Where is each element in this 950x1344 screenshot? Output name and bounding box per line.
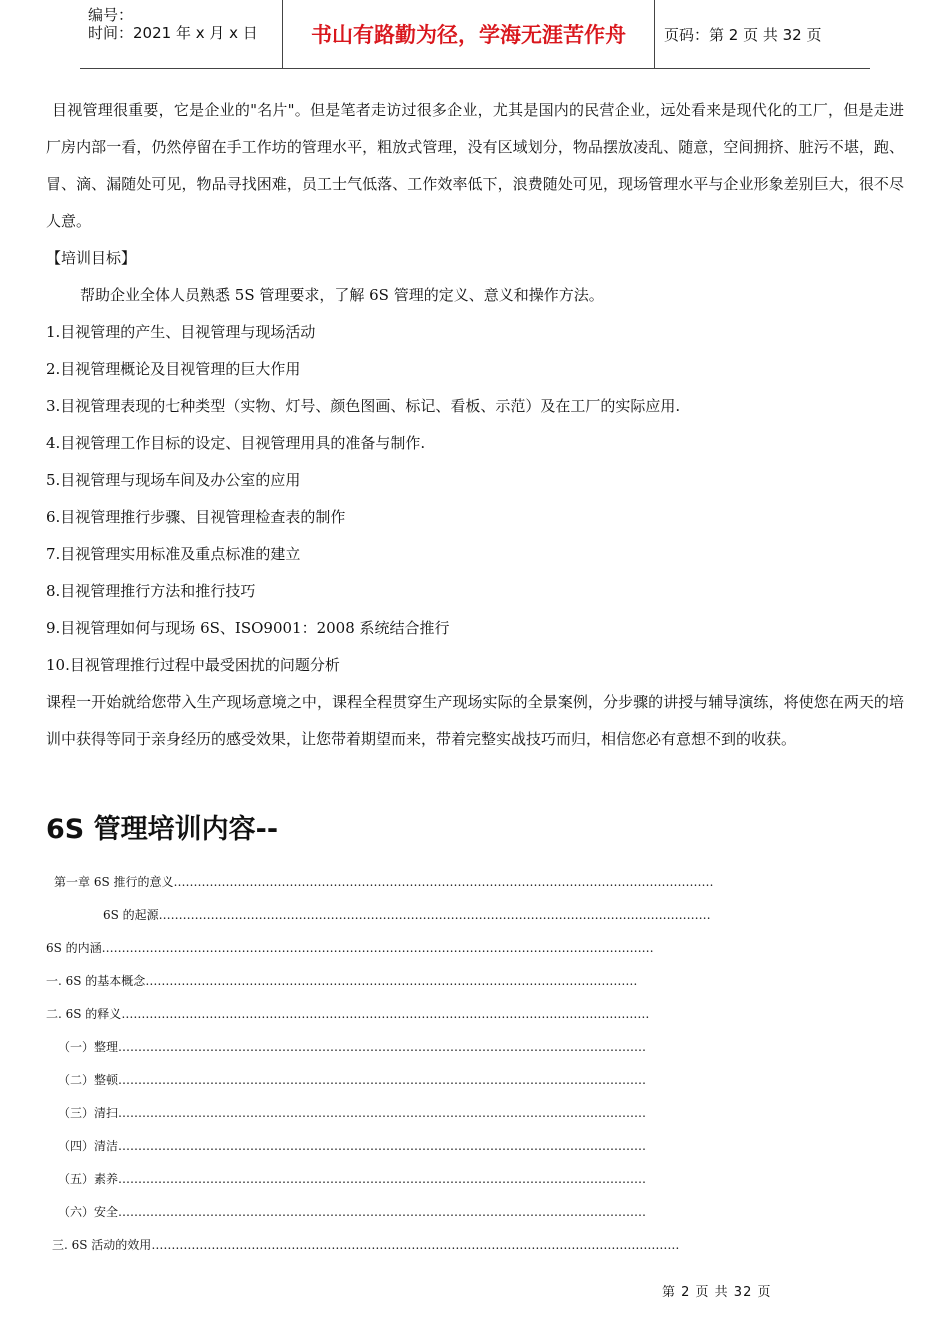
toc-entry — [46, 1006, 658, 1022]
toc-entry — [58, 1105, 655, 1121]
toc-entry — [54, 874, 722, 890]
toc-entry-text: （五）素养 — [58, 1172, 119, 1186]
toc-leader-dots: …………………………………………………………………………………………………………………… — [118, 1139, 647, 1153]
toc-entry — [58, 1138, 655, 1154]
header-page-number: 页码：第 2 页 共 32 页 — [664, 25, 822, 44]
toc-entry — [58, 1171, 655, 1187]
toc-entry — [46, 940, 664, 956]
list-item: 5.目视管理与现场车间及办公室的应用 — [46, 471, 301, 489]
toc-entry-text: （一）整理 — [58, 1040, 119, 1054]
toc-entry-text: 一. 6S 的基本概念 — [46, 974, 146, 988]
page-header — [80, 0, 870, 69]
main-content — [46, 92, 904, 758]
toc-entry-text: （四）清洁 — [58, 1139, 119, 1153]
intro-paragraph: 目视管理很重要，它是企业的"名片"。但是笔者走访过很多企业，尤其是国内的民营企业，远处看来是现代化的工厂，但是走进厂房内部一看，仍然停留在手工作坊的管理水平，粗放式管理，没有区域划分，物品摆放凌乱、随意，空间拥挤、脏污不堪，跑、冒、滴、漏随处可见，物品寻找困难，员工士气低落、工作效率低下，浪费随处可见，现场管理水平与企业形象差别巨大，很不尽人意。 — [46, 101, 904, 230]
list-item: 6.目视管理推行步骤、目视管理检查表的制作 — [46, 508, 346, 526]
header-motto: 书山有路勤为径，学海无涯苦作舟 — [282, 0, 655, 68]
list-item: 8.目视管理推行方法和推行技巧 — [46, 582, 256, 600]
toc-entry — [58, 1039, 655, 1055]
toc-leader-dots: …………………………………………………………………………………………………………………… — [118, 1172, 647, 1186]
list-item: 2.目视管理概论及目视管理的巨大作用 — [46, 360, 301, 378]
closing-paragraph: 课程一开始就给您带入生产现场意境之中，课程全程贯穿生产现场实际的全景案例，分步骤的讲授与辅导演练，将使您在两天的培训中获得等同于亲身经历的感受效果，让您带着期望而来，带着完整实战技巧而归，相信您必有意想不到的收获。 — [46, 693, 904, 748]
training-goal-text: 帮助企业全体人员熟悉 5S 管理要求，了解 6S 管理的定义、意义和操作方法。 — [80, 286, 604, 304]
toc-leader-dots: ………………………………………………………………………………………………………………………… — [158, 908, 711, 922]
toc-entry — [103, 907, 722, 923]
header-info — [80, 0, 282, 68]
list-item: 7.目视管理实用标准及重点标准的建立 — [46, 545, 301, 563]
toc-entry-text: （三）清扫 — [58, 1106, 119, 1120]
section-title: 6S 管理培训内容-- — [46, 814, 279, 845]
toc-entry — [46, 973, 644, 989]
toc-entry — [52, 1237, 679, 1253]
list-item: 3.目视管理表现的七种类型（实物、灯号、颜色图画、标记、看板、示范）及在工厂的实际应用. — [46, 397, 681, 415]
document-number-label: 编号： — [88, 6, 134, 24]
toc-entry-text: 二. 6S 的释义 — [46, 1007, 122, 1021]
toc-entry-text: 三. 6S 活动的效用 — [52, 1238, 152, 1252]
training-goal-heading: 【培训目标】 — [46, 249, 137, 267]
list-item: 4.目视管理工作目标的设定、目视管理用具的准备与制作. — [46, 434, 426, 452]
toc-leader-dots: …………………………………………………………………………………………………………………… — [118, 1073, 647, 1087]
toc-leader-dots: …………………………………………………………………………………………………………………… — [151, 1238, 679, 1252]
document-date: 时间：2021 年 x 月 x 日 — [88, 24, 258, 42]
toc-leader-dots: ………………………………………………………………………………………………………………………… — [101, 941, 654, 955]
toc-leader-dots: …………………………………………………………………………………………………………… — [145, 974, 638, 988]
toc-entry-text: 第一章 6S 推行的意义 — [54, 875, 174, 889]
toc-leader-dots: …………………………………………………………………………………………………………………… — [121, 1007, 650, 1021]
list-item: 1.目视管理的产生、目视管理与现场活动 — [46, 323, 316, 341]
page-footer: 第 2 页 共 32 页 — [662, 1285, 772, 1300]
toc-leader-dots: ……………………………………………………………………………………………………………………… — [173, 875, 714, 889]
list-item: 9.目视管理如何与现场 6S、ISO9001：2008 系统结合推行 — [46, 619, 450, 637]
toc-leader-dots: …………………………………………………………………………………………………………………… — [118, 1040, 647, 1054]
toc-entry-text: 6S 的起源 — [103, 908, 159, 922]
toc-entry-text: （二）整顿 — [58, 1073, 119, 1087]
toc-entry-text: （六）安全 — [58, 1205, 119, 1219]
toc-entry — [58, 1204, 655, 1220]
toc-leader-dots: …………………………………………………………………………………………………………………… — [118, 1106, 647, 1120]
list-item: 10.目视管理推行过程中最受困扰的问题分析 — [46, 656, 340, 674]
toc-leader-dots: …………………………………………………………………………………………………………………… — [118, 1205, 647, 1219]
toc-entry-text: 6S 的内涵 — [46, 941, 102, 955]
toc-entry — [58, 1072, 655, 1088]
